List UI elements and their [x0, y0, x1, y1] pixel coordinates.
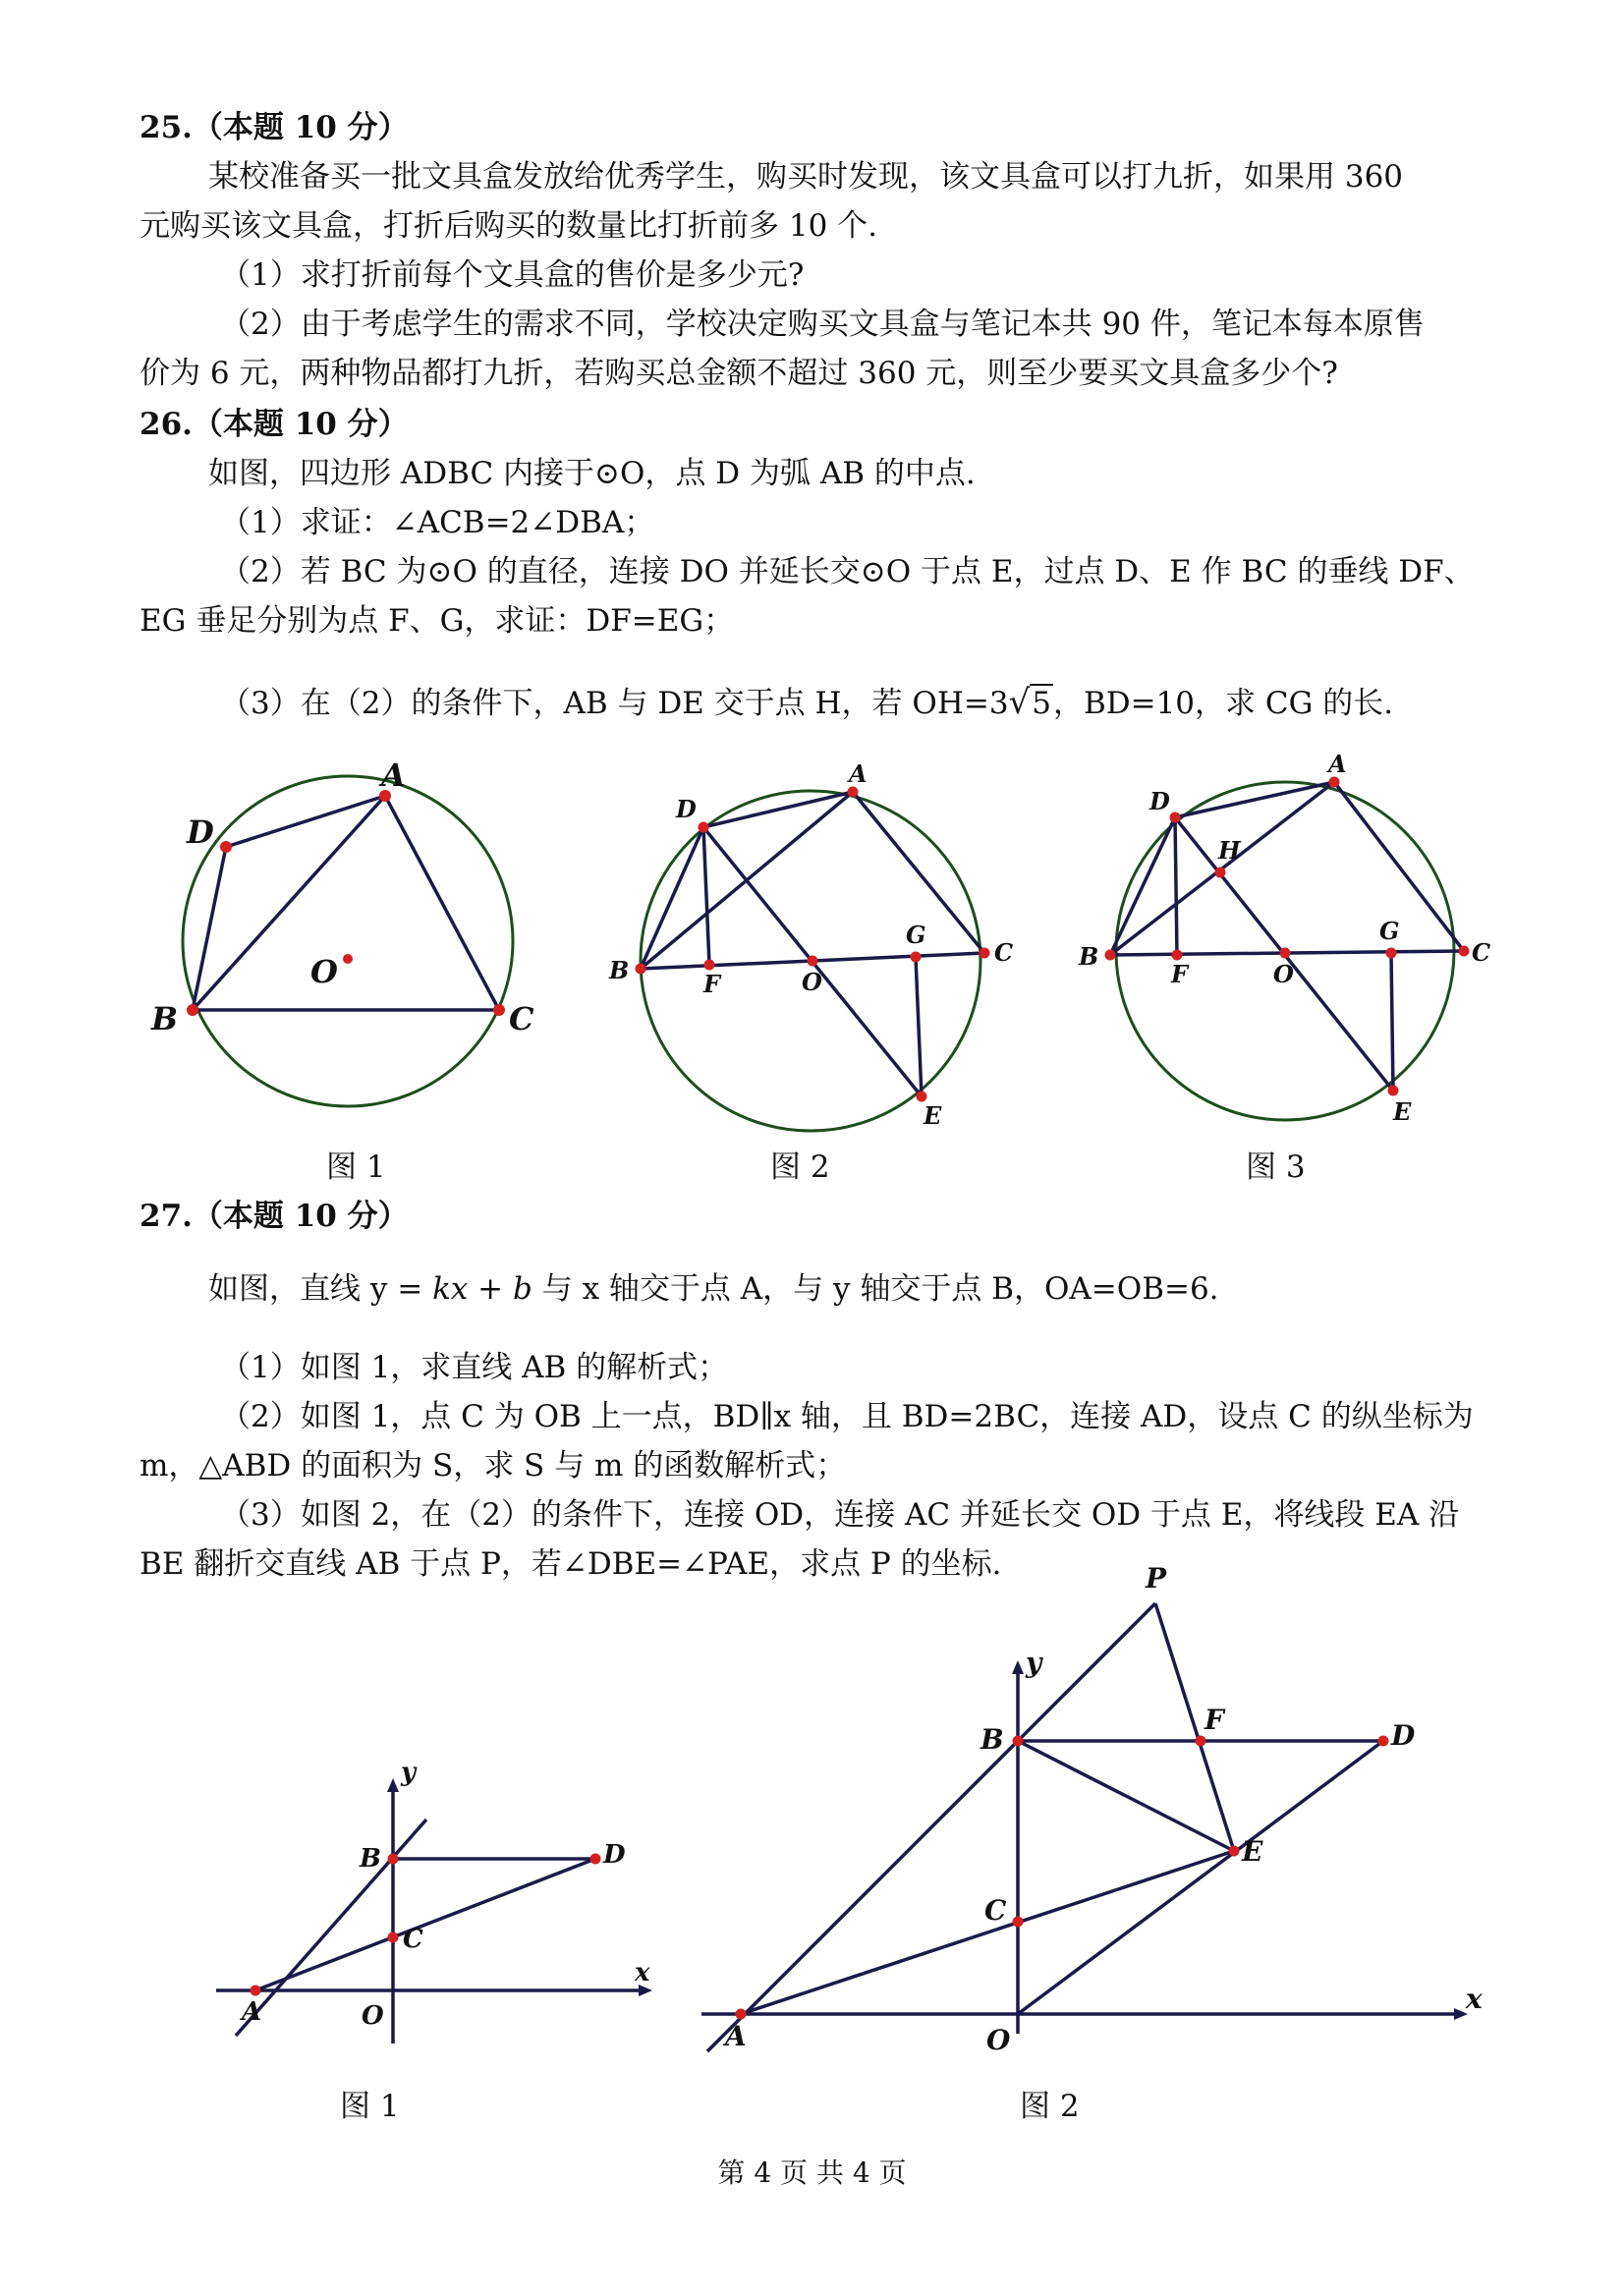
- label-o: O: [802, 968, 822, 996]
- q25-part2b: 价为 6 元，两种物品都打九折，若购买总金额不超过 360 元，则至少要买文具盒多少个?: [140, 356, 1338, 391]
- label-c: C: [984, 1894, 1007, 1927]
- segment-ad: [255, 1859, 595, 1990]
- point-d: [220, 841, 232, 853]
- q27-part1: （1）如图 1，求直线 AB 的解析式；: [220, 1350, 729, 1385]
- point-c: [1013, 1917, 1024, 1928]
- point-c: [1459, 946, 1470, 957]
- point-a: [251, 1986, 261, 1996]
- label-c: C: [509, 1000, 534, 1037]
- point-e: [1229, 1846, 1240, 1857]
- point-b: [388, 1854, 399, 1865]
- segment-bd: [1110, 817, 1175, 955]
- q27-part3b: BE 翻折交直线 AB 于点 P，若∠DBE=∠PAE，求点 P 的坐标.: [140, 1546, 1002, 1582]
- point-o: [1280, 948, 1291, 959]
- label-b: B: [1079, 942, 1099, 971]
- label-d: D: [1149, 787, 1170, 815]
- sqrt-symbol: √: [1008, 683, 1031, 722]
- q27-heading: 27.（本题 10 分）: [140, 1199, 409, 1234]
- point-d: [1378, 1736, 1389, 1747]
- q25-part1: （1）求打折前每个文具盒的售价是多少元?: [220, 257, 805, 293]
- point-g: [1386, 948, 1397, 959]
- label-f: F: [1204, 1704, 1224, 1736]
- q26-part2a: （2）若 BC 为⊙O 的直径，连接 DO 并延长交⊙O 于点 E，过点 D、E 作 BC 的垂线 DF、: [220, 554, 1475, 589]
- label-h: H: [1218, 836, 1241, 865]
- label-c: C: [403, 1925, 423, 1954]
- label-x: x: [635, 1958, 650, 1988]
- point-b: [1105, 950, 1116, 961]
- q25-part2a: （2）由于考虑学生的需求不同，学校决定购买文具盒与笔记本共 90 件，笔记本每本原售: [220, 307, 1425, 342]
- label-e: E: [924, 1101, 942, 1130]
- segment-eg: [1391, 953, 1393, 1091]
- point-e: [917, 1092, 927, 1102]
- point-c: [493, 1004, 505, 1016]
- point-d: [590, 1854, 601, 1865]
- label-f: F: [703, 970, 721, 998]
- label-o: O: [310, 953, 338, 990]
- q26-part1: （1）求证：∠ACB=2∠DBA；: [220, 505, 655, 540]
- label-a: A: [1328, 750, 1347, 778]
- label-x: x: [1466, 1983, 1483, 2015]
- q26-figure-1: [151, 747, 540, 1120]
- q27-intro-post: 与 x 轴交于点 A，与 y 轴交于点 B，OA=OB=6.: [532, 1271, 1219, 1307]
- point-a: [736, 2009, 747, 2020]
- q27-intro-pre: 如图，直线 y =: [208, 1271, 433, 1307]
- q27-figure-1: [206, 1749, 668, 2063]
- label-g: G: [1379, 917, 1400, 945]
- q27-part2b: m，△ABD 的面积为 S，求 S 与 m 的函数解析式；: [140, 1448, 847, 1484]
- label-b: B: [151, 1000, 179, 1037]
- label-f: F: [1171, 960, 1189, 988]
- label-d: D: [603, 1840, 626, 1870]
- label-y: y: [401, 1758, 417, 1787]
- point-a: [848, 787, 859, 798]
- label-a: A: [725, 2020, 747, 2052]
- y-arrow: [387, 1778, 399, 1792]
- q26-intro: 如图，四边形 ADBC 内接于⊙O，点 D 为弧 AB 的中点.: [208, 456, 976, 491]
- point-o: [808, 956, 818, 967]
- q26-fig1-caption: 图 1: [326, 1149, 386, 1185]
- q26-part3-radicand: 5: [1032, 686, 1051, 721]
- point-d: [699, 822, 709, 833]
- q26-part3-pre: （3）在（2）的条件下，AB 与 DE 交于点 H，若 OH=3: [220, 686, 1009, 721]
- point-c: [980, 948, 990, 959]
- q27-part3a: （3）如图 2，在（2）的条件下，连接 OD，连接 AC 并延长交 OD 于点 E，将线段 EA 沿: [220, 1497, 1460, 1533]
- point-b: [636, 964, 646, 975]
- point-f: [1172, 950, 1183, 961]
- label-o: O: [1273, 960, 1294, 988]
- label-e: E: [1393, 1097, 1412, 1126]
- point-b: [187, 1004, 198, 1016]
- point-f: [1196, 1736, 1206, 1747]
- q27-figure-2: [688, 1552, 1493, 2063]
- point-g: [911, 952, 922, 963]
- segment-be: [1018, 1741, 1234, 1851]
- quadrilateral-adbc: [193, 796, 499, 1010]
- label-a: A: [849, 759, 868, 788]
- q27-intro: [208, 1269, 1219, 1309]
- label-a: A: [381, 756, 406, 794]
- point-o: [343, 954, 353, 964]
- q25-line1: 某校准备买一批文具盒发放给优秀学生，购买时发现，该文具盒可以打九折，如果用 360: [208, 159, 1404, 195]
- label-d: D: [1391, 1719, 1416, 1752]
- point-c: [388, 1932, 399, 1943]
- segment-eg: [916, 957, 922, 1096]
- point-b: [1013, 1736, 1024, 1747]
- segment-od: [1018, 1741, 1383, 2014]
- q26-fig3-caption: 图 3: [1246, 1149, 1306, 1185]
- page-footer: 第 4 页 共 4 页: [717, 2156, 907, 2189]
- label-g: G: [906, 921, 926, 949]
- q26-part3-post: ，BD=10，求 CG 的长.: [1052, 686, 1394, 721]
- y-arrow: [1012, 1660, 1024, 1674]
- label-a: A: [242, 1997, 262, 2027]
- label-e: E: [1242, 1835, 1263, 1868]
- segment-ae: [741, 1851, 1234, 2014]
- line-ap: [707, 1603, 1155, 2051]
- q26-figure-3: [1081, 747, 1493, 1140]
- q25-line2: 元购买该文具盒，打折后购买的数量比打折前多 10 个.: [140, 208, 878, 244]
- q27-intro-expr: kx + b: [432, 1271, 532, 1307]
- q27-part2a: （2）如图 1，点 C 为 OB 上一点，BD∥x 轴，且 BD=2BC，连接 AD，设点 C 的纵坐标为: [220, 1399, 1474, 1434]
- q26-part3: [220, 683, 1393, 723]
- label-c: C: [994, 938, 1014, 967]
- label-b: B: [609, 956, 630, 984]
- q25-heading: 25.（本题 10 分）: [140, 110, 409, 145]
- label-p: P: [1146, 1562, 1167, 1595]
- q27-fig2-caption: 图 2: [1020, 2089, 1080, 2124]
- point-d: [1170, 812, 1181, 823]
- line-ab: [236, 1820, 426, 2036]
- q26-heading: 26.（本题 10 分）: [140, 407, 409, 442]
- segment-df: [703, 827, 709, 965]
- q26-part2b: EG 垂足分别为点 F、G，求证：DF=EG；: [140, 603, 735, 639]
- point-e: [1388, 1086, 1399, 1096]
- label-d: D: [676, 795, 697, 823]
- label-d: D: [187, 813, 214, 851]
- q26-fig2-caption: 图 2: [770, 1149, 830, 1185]
- segment-df: [1175, 817, 1177, 955]
- point-h: [1215, 868, 1226, 878]
- segment-bd: [641, 827, 703, 969]
- label-c: C: [1472, 938, 1491, 967]
- point-a: [1329, 777, 1340, 788]
- label-b: B: [980, 1723, 1004, 1756]
- point-f: [704, 960, 715, 971]
- label-o: O: [986, 2024, 1011, 2056]
- q27-fig1-caption: 图 1: [340, 2089, 400, 2124]
- label-o: O: [362, 2001, 384, 2031]
- label-b: B: [360, 1844, 381, 1874]
- label-y: y: [1026, 1647, 1042, 1679]
- q26-figure-2: [609, 747, 1022, 1140]
